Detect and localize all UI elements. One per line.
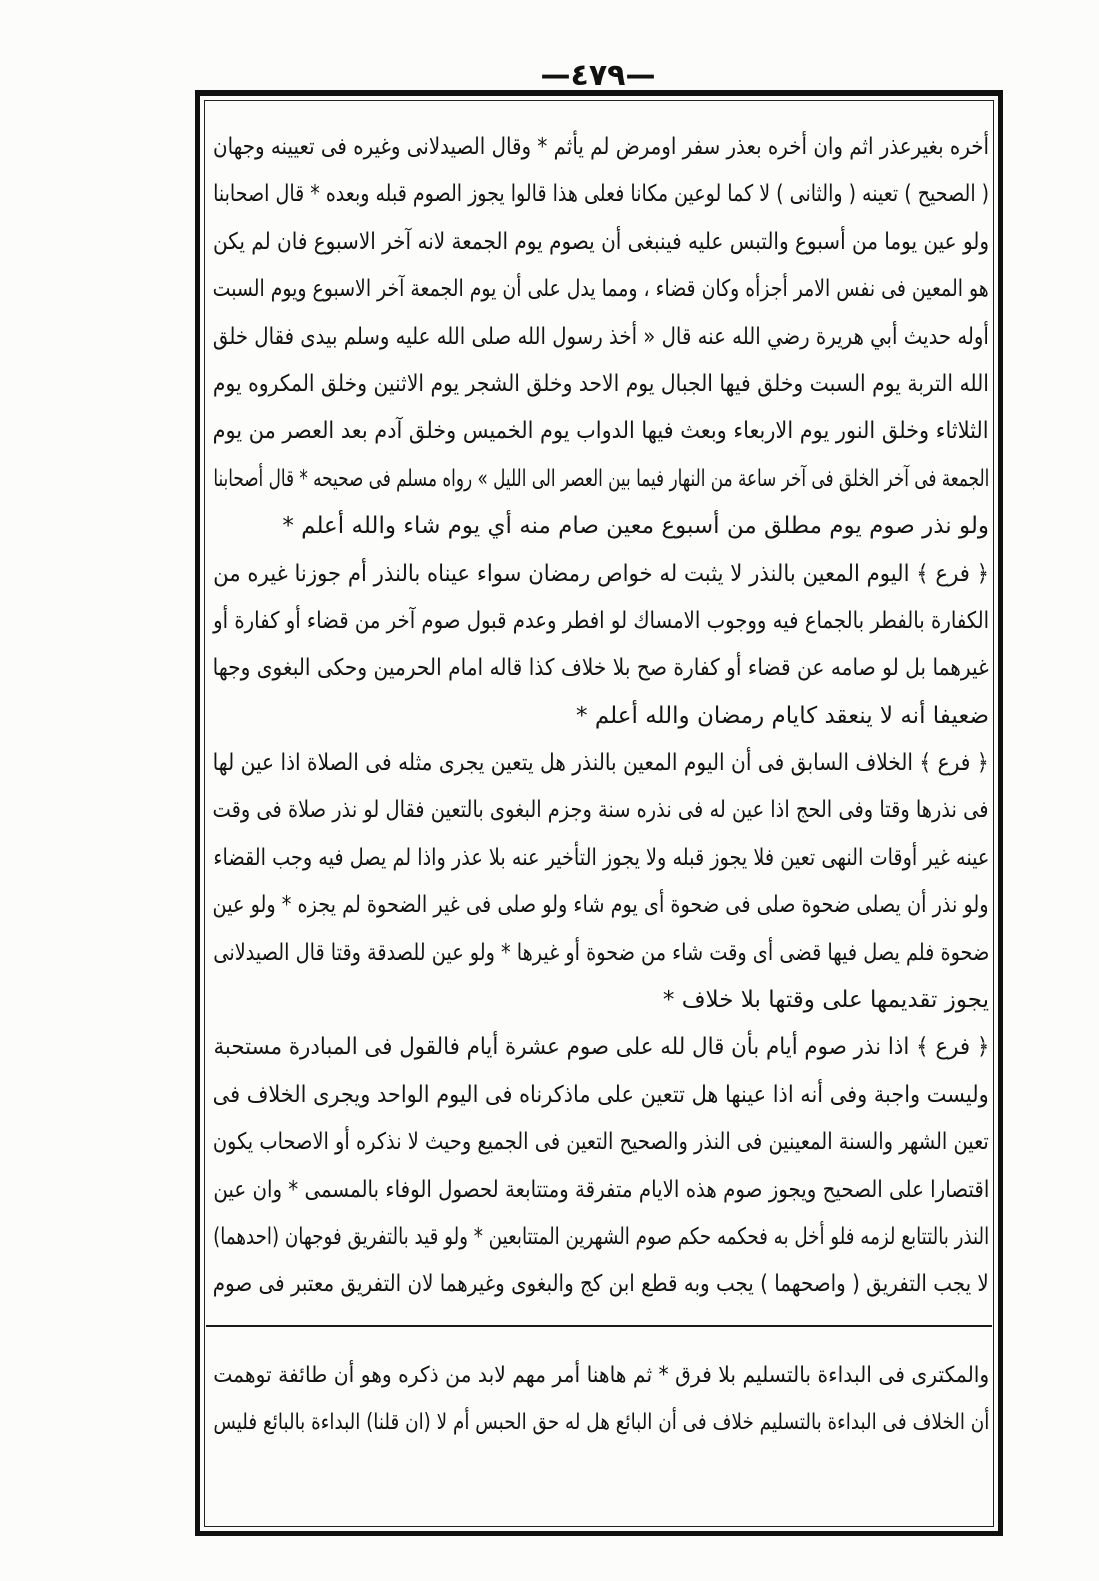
footnote-line-text: والمكترى فى البداءة بالتسليم بلا فرق * ثم هاهنا أمر مهم لابد من ذكره وهو أن طائفة توهمت <box>213 1363 989 1388</box>
footnote-line <box>213 1352 989 1399</box>
body-line-text: ( الصحيح ) تعينه ( والثانى ) لا كما لوعين مكانا فعلى هذا قالوا يجوز الصوم قبله وبعده * قال اصحابنا <box>213 181 989 208</box>
paragraph-end-line <box>213 977 989 1024</box>
body-line-text: الله التربة يوم السبت وخلق فيها الجبال يوم الاحد وخلق الشجر يوم الاثنين وخلق المكروه يوم <box>213 370 989 397</box>
section-start-line <box>213 551 989 598</box>
body-line-text: ضحوة فلم يصل فيها قضى أى وقت شاء من ضحوة أو غيرها * ولو عين للصدقة وقتا قال الصيدلانى <box>213 939 989 966</box>
paragraph-end-line <box>213 693 989 740</box>
body-line-text: اقتصارا على الصحيح ويجوز صوم هذه الايام متفرقة ومتتابعة لحصول الوفاء بالمسمى * وان عين <box>213 1176 989 1203</box>
page-frame <box>195 90 1003 1536</box>
body-line-text: النذر بالتتابع لزمه فلو أخل به فحكمه حكم صوم الشهرين المتتابعين * ولو قيد بالتفريق فوجهان (احدهما) <box>213 1223 989 1250</box>
footnote-line-text: أن الخلاف فى البداءة بالتسليم خلاف فى أن البائع هل له حق الحبس أم لا (ان قلنا) البداءة بالبائع فليس <box>213 1410 989 1435</box>
body-line-text: أخره بغيرعذر اثم وان أخره بعذر سفر اومرض لم يأثم * وقال الصيدلانى وغيره فى تعيينه وجهان <box>213 134 989 160</box>
body-line <box>213 266 989 313</box>
body-line-text: عينه غير أوقات النهى تعين فلا يجوز قبله ولا يجوز التأخير عنه بلا عذر واذا لم يصل فيه وجب القضاء <box>213 844 989 871</box>
body-line-text: الجمعة فى آخر الخلق فى آخر ساعة من النهار فيما بين العصر الى الليل » رواه مسلم فى صحيحه * قال أصحابنا <box>213 465 989 492</box>
body-line-text: ولو عين يوما من أسبوع والتبس عليه فينبغى أن يصوم يوم الجمعة لانه آخر الاسبوع فان لم يكن <box>213 228 989 255</box>
body-line <box>213 124 989 171</box>
body-line <box>213 171 989 218</box>
body-line-text: فى نذرها وقتا وفى الحج اذا عين له فى نذره سنة وجزم البغوى بالتعين فقال لو نذر صلاة فى وقت <box>213 797 989 824</box>
body-line <box>213 930 989 977</box>
body-line-text: هو المعين فى نفس الامر أجزأه وكان قضاء ، ومما يدل على أن يوم الجمعة آخر الاسبوع ويوم السبت <box>213 276 989 303</box>
body-line <box>213 219 989 266</box>
body-line-text: ضعيفا أنه لا ينعقد كايام رمضان والله أعلم * <box>576 702 989 729</box>
body-line <box>213 1261 989 1308</box>
footnote <box>213 1352 989 1446</box>
body-line-text: لا يجب التفريق ( واصحهما ) يجب وبه قطع ابن كج والبغوى وغيرهما لان التفريق معتبر فى صوم <box>213 1271 989 1298</box>
body-line <box>213 1167 989 1214</box>
body-line-text: ﴿ فرع ﴾ الخلاف السابق فى أن اليوم المعين بالنذر هل يتعين يجرى مثله فى الصلاة اذا عين لها <box>213 750 989 777</box>
main-text <box>213 124 989 1309</box>
body-line-text: تعين الشهر والسنة المعينين فى النذر والصحيح التعين فى الجميع وحيث لا نذكره أو الاصحاب يكون <box>213 1129 989 1156</box>
body-line <box>213 882 989 929</box>
body-line-text: ولو نذر صوم يوم مطلق من أسبوع معين صام منه أي يوم شاء والله أعلم * <box>282 513 989 540</box>
body-line <box>213 1119 989 1166</box>
body-line-text: ولو نذر أن يصلى ضحوة صلى فى ضحوة أى يوم شاء ولو صلى فى غير الضحوة لم يجزه * ولو عين <box>213 892 989 919</box>
footnote-line <box>213 1399 989 1446</box>
section-start-line <box>213 740 989 787</box>
paragraph-end-line <box>213 503 989 550</box>
body-line <box>213 1072 989 1119</box>
body-line-text: ﴿ فرع ﴾ اذا نذر صوم أيام بأن قال لله على صوم عشرة أيام فالقول فى المبادرة مستحبة <box>213 1034 989 1061</box>
body-line-text: وليست واجبة وفى أنه اذا عينها هل تتعين على ماذكرناه فى اليوم الواحد ويجرى الخلاف فى <box>213 1081 989 1108</box>
body-line-text: ﴿ فرع ﴾ اليوم المعين بالنذر لا يثبت له خواص رمضان سواء عيناه بالنذر أم جوزنا غيره من <box>213 560 989 587</box>
body-line-text: أوله حديث أبي هريرة رضي الله عنه قال « أخذ رسول الله صلى الله عليه وسلم بيدى فقال خلق <box>213 323 989 350</box>
page-number: —٤٧٩— <box>540 58 656 93</box>
section-start-line <box>213 1024 989 1071</box>
body-line <box>213 645 989 692</box>
body-line-text: الثلاثاء وخلق النور يوم الاربعاء وبعث فيها الدواب يوم الخميس وخلق آدم بعد العصر من يوم <box>213 418 989 445</box>
body-line <box>213 456 989 503</box>
body-line <box>213 408 989 455</box>
body-line <box>213 787 989 834</box>
body-line <box>213 1214 989 1261</box>
footnote-separator <box>206 1325 992 1327</box>
body-line-text: يجوز تقديمها على وقتها بلا خلاف * <box>662 987 989 1014</box>
body-line <box>213 361 989 408</box>
body-line-text: غيرهما بل لو صامه عن قضاء أو كفارة صح بلا خلاف كذا قاله امام الحرمين وحكى البغوى وجها <box>213 655 989 682</box>
body-line-text: الكفارة بالفطر بالجماع فيه ووجوب الامساك لو افطر وعدم قبول صوم آخر من قضاء أو كفارة أو <box>213 607 989 634</box>
body-line <box>213 314 989 361</box>
body-line <box>213 598 989 645</box>
body-line <box>213 835 989 882</box>
